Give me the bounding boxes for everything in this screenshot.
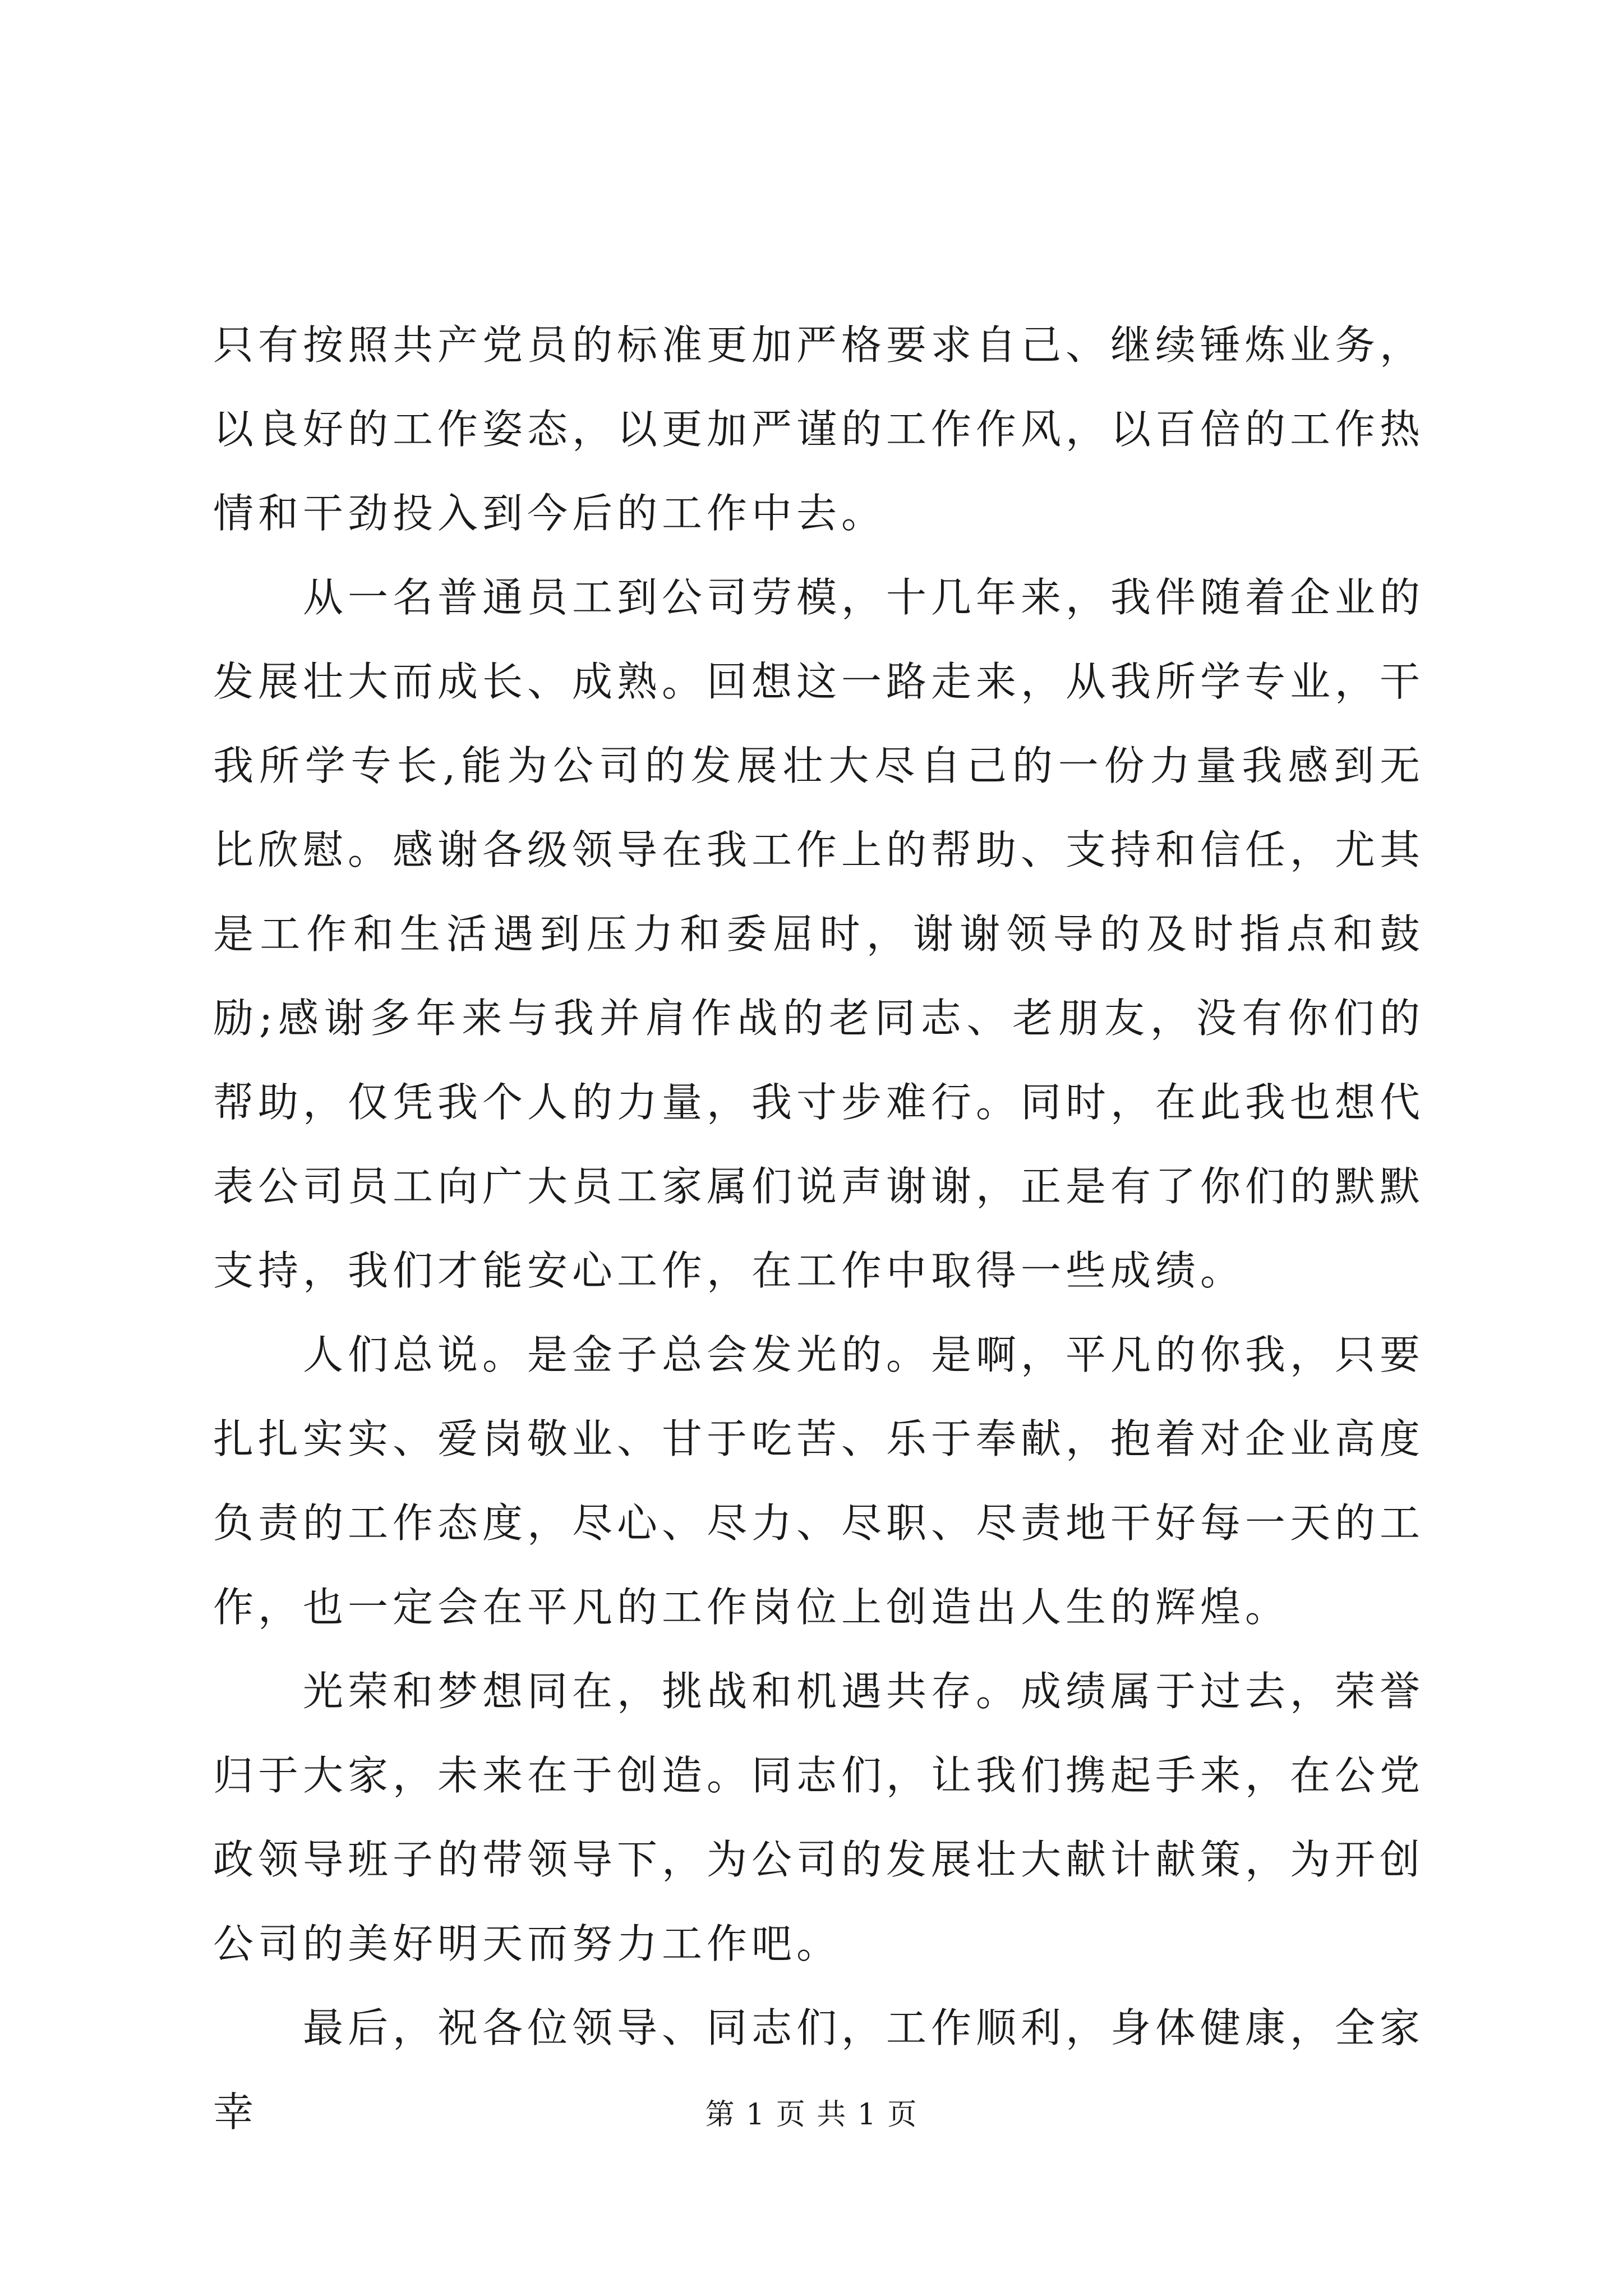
- paragraph-1: 只有按照共产党员的标准更加严格要求自己、继续锤炼业务，以良好的工作姿态，以更加严谨的工作作风，以百倍的工作热情和干劲投入到今后的工作中去。: [213, 321, 1425, 537]
- paragraph-2: 从一名普通员工到公司劳模，十几年来，我伴随着企业的发展壮大而成长、成熟。回想这一路走来，从我所学专业，干我所学专长,能为公司的发展壮大尽自己的一份力量我感到无比欣慰。感谢各级领导在我工作上的帮助、支持和信任，尤其是工作和生活遇到压力和委屈时，谢谢领导的及时指点和鼓励;感谢多年来与我并肩作战的老同志、老朋友，没有你们的帮助，仅凭我个人的力量，我寸步难行。同时，在此我也想代表公司员工向广大员工家属们说声谢谢，正是有了你们的默默支持，我们才能安心工作，在工作中取得一些成绩。: [213, 574, 1425, 1294]
- document-body: [213, 303, 1424, 2154]
- paragraph-3: 人们总说。是金子总会发光的。是啊，平凡的你我，只要扎扎实实、爱岗敬业、甘于吃苦、乐于奉献，抱着对企业高度负责的工作态度，尽心、尽力、尽职、尽责地干好每一天的工作，也一定会在平凡的工作岗位上创造出人生的辉煌。: [213, 1331, 1425, 1631]
- page-number-label: 第 1 页 共 1 页: [705, 2098, 918, 2132]
- paragraph-4: 光荣和梦想同在，挑战和机遇共存。成绩属于过去，荣誉归于大家，未来在于创造。同志们，让我们携起手来，在公党政领导班子的带领导下，为公司的发展壮大献计献策，为开创公司的美好明天而努力工作吧。: [213, 1668, 1425, 1967]
- page-footer: [0, 2095, 1623, 2134]
- paragraph-5: 最后，祝各位领导、同志们，工作顺利，身体健康，全家幸: [213, 2004, 1425, 2136]
